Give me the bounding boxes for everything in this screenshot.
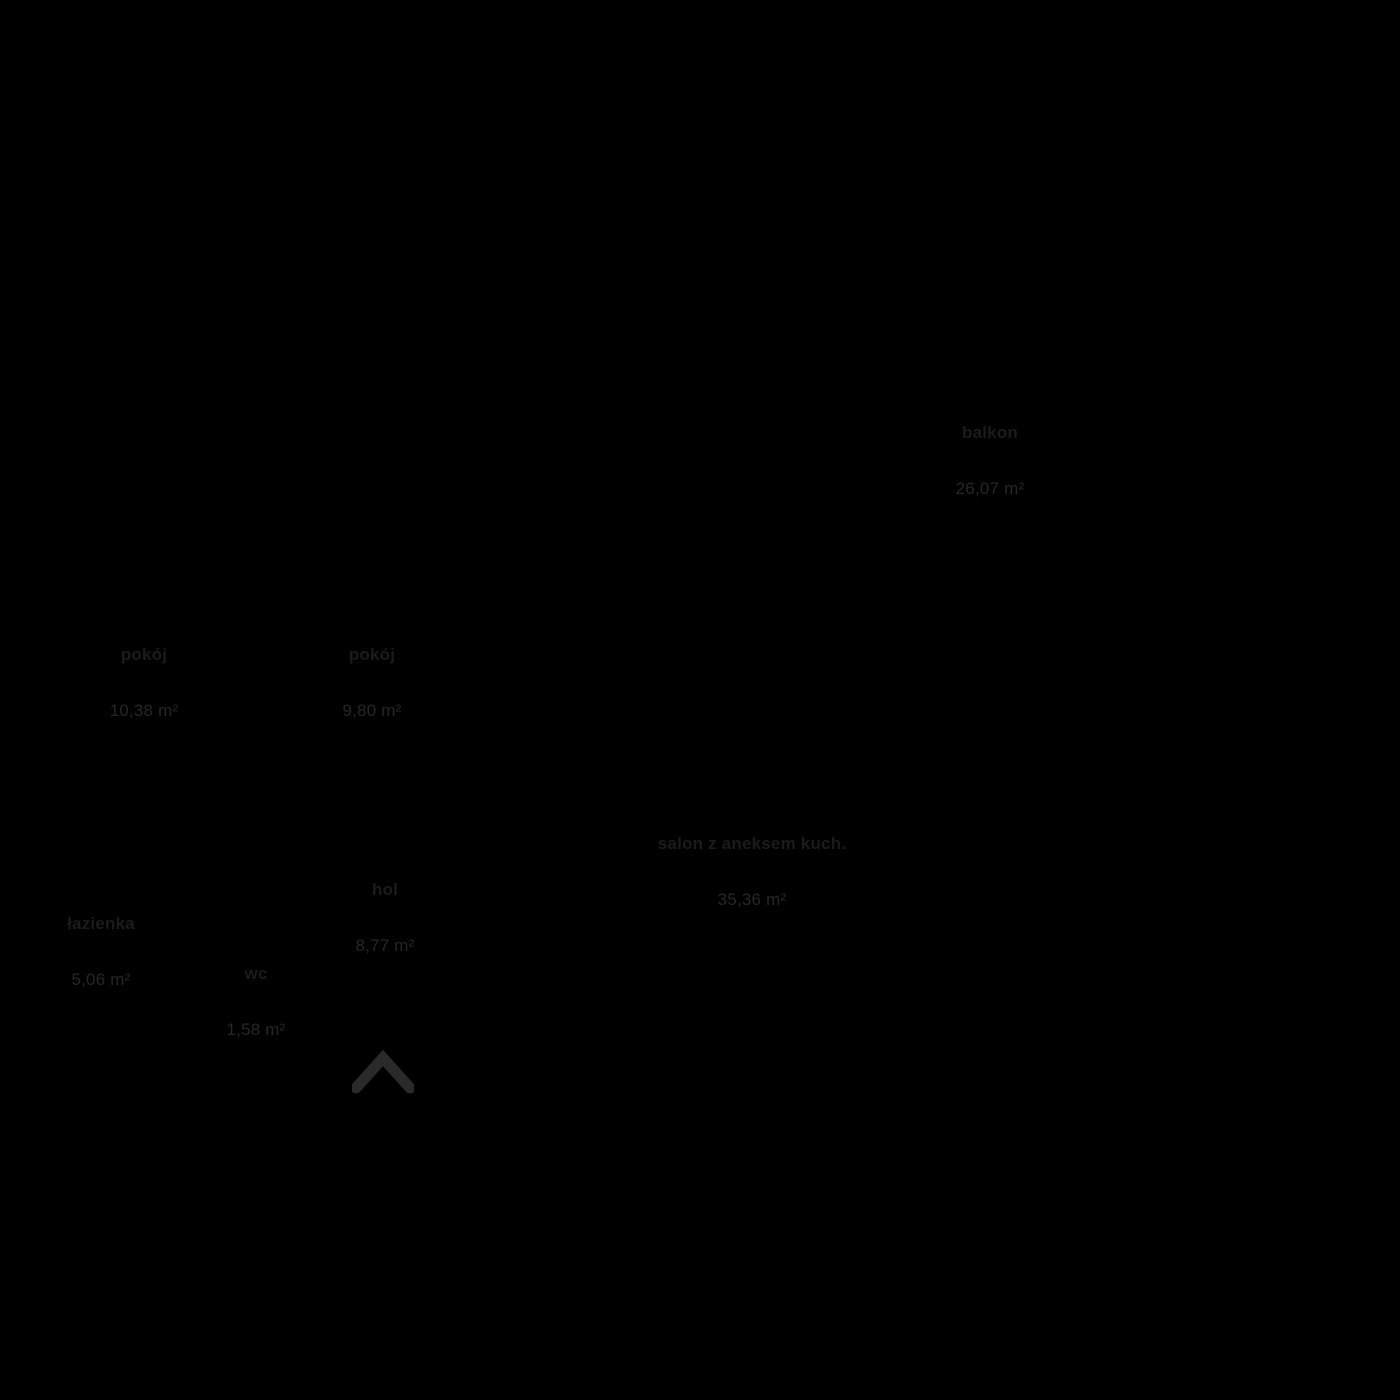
room-area: 9,80 m²: [342, 701, 402, 721]
room-area: 1,58 m²: [226, 1020, 286, 1040]
room-name: pokój: [120, 644, 168, 664]
room-area: 5,06 m²: [71, 970, 131, 990]
room-area: 35,36 m²: [717, 890, 787, 910]
chevron-up-icon: [352, 1050, 414, 1094]
room-name: hol: [371, 879, 399, 899]
room-name: łazienka: [67, 913, 135, 933]
room-name: salon z aneksem kuch.: [657, 833, 847, 853]
room-name: balkon: [962, 422, 1018, 442]
room-name: pokój: [348, 644, 396, 664]
room-label: [342, 608, 401, 757]
room-label: [956, 386, 1025, 535]
room-label: [355, 843, 414, 992]
room-area: 26,07 m²: [955, 479, 1025, 499]
room-label: [67, 877, 135, 1026]
room-name: wc: [244, 963, 268, 983]
room-area: 10,38 m²: [109, 701, 179, 721]
room-label: [642, 797, 862, 946]
room-label: [226, 927, 285, 1076]
room-area: 8,77 m²: [355, 936, 415, 956]
room-label: [110, 608, 179, 757]
